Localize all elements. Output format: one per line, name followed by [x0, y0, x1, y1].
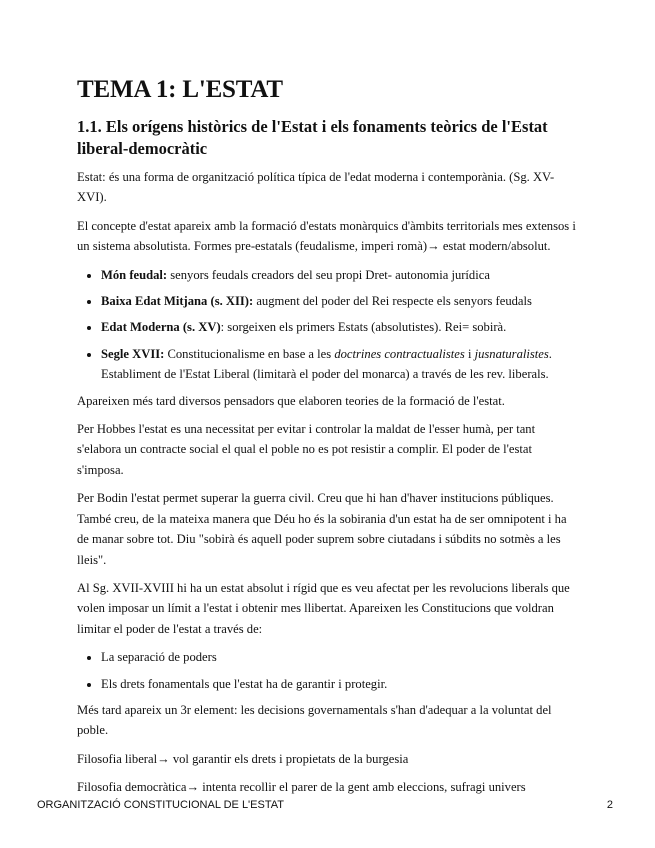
paragraph-hobbes: Per Hobbes l'estat es una necessitat per evitar i controlar la maldat de l'esser humà, per tant s'elabora un contracte social el qual el poble no es pot resistir a complir. El poder de l'estat s'imposa. — [77, 422, 536, 477]
paragraph-liberal-revolutions: Al Sg. XVII-XVIII hi ha un estat absolut i rígid que es veu afectat per les revolucions liberals que volen imposar un límit a l'estat i obtenir mes llibertat. Apareixen les Constitucions que voldran limitar el poder de l'estat a través de: — [77, 580, 570, 636]
list-item — [101, 344, 579, 385]
list-item-italic: doctrines contractualistes — [334, 346, 465, 361]
list-item: • Els drets fonamentals que l'estat ha de garantir i protegir. — [101, 674, 579, 694]
page-footer — [37, 799, 613, 811]
paragraph-thinkers: Apareixen més tard diversos pensadors que elaboren teories de la formació de l'estat. — [77, 393, 505, 408]
document-page — [77, 74, 579, 806]
paragraph-bodin: Per Bodin l'estat permet superar la guerra civil. Creu que hi han d'haver institucions públiques. També creu, de la mateixa manera que Déu ho és la sobirania d'un estat ha de ser omnipotent i ha de manar sobre tot. Diu "sobirà és aquell poder suprem sobre ciutadans i súbdits no sotmès a les lleis". — [77, 491, 567, 567]
list-item-text: . Establiment de l'Estat Liberal (limitarà el poder del monarca) a través de les rev. liberals. — [101, 346, 552, 382]
list-item-text: : sorgeixen els primers Estats (absolutistes). Rei= sobirà. — [220, 320, 507, 335]
list-item-text: senyors feudals creadors del seu propi Dret- autonomia jurídica — [167, 267, 490, 282]
list-item-italic: jusnaturalistes — [474, 346, 549, 361]
document-title: TEMA 1: L'ESTAT — [77, 76, 283, 103]
constitution-list — [77, 647, 579, 694]
history-list — [77, 265, 579, 385]
list-item: • La separació de poders — [101, 647, 579, 667]
paragraph-democratic-philosophy: Filosofia democràtica→ intenta recollir el parer de la gent amb eleccions, sufragi univers — [77, 780, 526, 795]
list-item-term: Edat Moderna (s. XV) — [101, 320, 221, 335]
page-number: 2 — [606, 799, 613, 811]
list-item-term: Segle XVII: — [101, 346, 165, 361]
list-item-term: Baixa Edat Mitjana (s. XII): — [101, 294, 254, 309]
list-item-text: augment del poder del Rei respecte els senyors feudals — [253, 294, 532, 309]
paragraph-third-element: Més tard apareix un 3r element: les decisions governamentals s'han d'adequar a la voluntat del poble. — [77, 702, 552, 738]
list-item — [101, 265, 579, 285]
list-item-text: i — [464, 346, 475, 361]
footer-title: ORGANITZACIÓ CONSTITUCIONAL DE L'ESTAT — [37, 799, 284, 811]
list-item-text: Constitucionalisme en base a les — [164, 346, 335, 361]
section-heading: 1.1. Els orígens històrics de l'Estat i els fonaments teòrics de l'Estat liberal-democràtic — [77, 117, 548, 158]
paragraph-definition: Estat: és una forma de organització política típica de l'edat moderna i contemporània. (Sg. XV-XVI). — [77, 170, 555, 205]
paragraph-concept: El concepte d'estat apareix amb la formació d'estats monàrquics d'àmbits territorials mes extensos i un sistema absolutista. Formes pre-estatals (feudalisme, imperi romà)→ estat modern/absolut. — [77, 218, 576, 254]
paragraph-liberal-philosophy: Filosofia liberal→ vol garantir els drets i propietats de la burgesia — [77, 751, 409, 766]
list-item — [101, 317, 579, 337]
list-item-term: Món feudal: — [101, 267, 168, 282]
list-item — [101, 291, 579, 311]
